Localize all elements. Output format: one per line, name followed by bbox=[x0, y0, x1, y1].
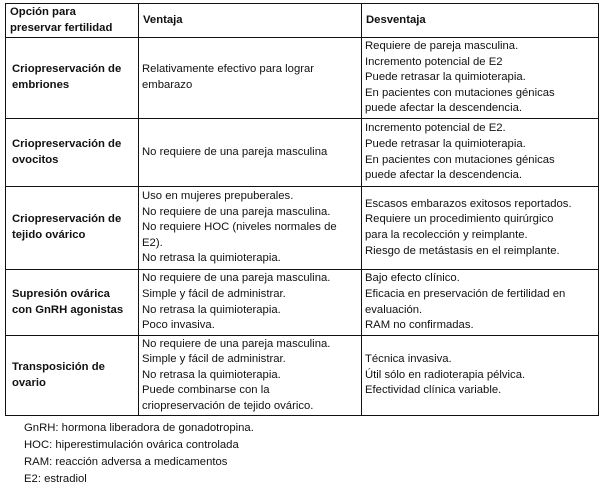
disadvantage-cell-line: Efectividad clínica variable. bbox=[365, 384, 502, 397]
advantage-cell bbox=[139, 38, 362, 119]
table-row bbox=[6, 336, 599, 416]
disadvantage-cell bbox=[362, 187, 599, 270]
disadvantage-cell-line: puede afectar la descendencia. bbox=[365, 169, 523, 182]
disadvantage-cell-line: Incremento potencial de E2 bbox=[365, 55, 503, 68]
disadvantage-cell-line: En pacientes con mutaciones génicas bbox=[365, 153, 555, 166]
option-cell bbox=[6, 336, 139, 416]
header-option-line: preservar fertilidad bbox=[10, 21, 113, 34]
advantage-cell-line: embarazo bbox=[142, 79, 193, 91]
disadvantage-cell bbox=[362, 38, 599, 119]
disadvantage-cell-line: Requiere de pareja masculina. bbox=[365, 40, 519, 53]
disadvantage-cell-line: Puede retrasar la quimioterapia. bbox=[365, 137, 526, 150]
footnotes bbox=[24, 420, 254, 488]
table-body bbox=[6, 38, 599, 416]
header-option-line: Opción para bbox=[10, 5, 76, 18]
advantage-cell-line: Uso en mujeres prepuberales. bbox=[142, 190, 294, 203]
footnote-line: GnRH: hormona liberadora de gonadotropina. bbox=[24, 422, 254, 434]
advantage-cell bbox=[139, 119, 362, 187]
disadvantage-cell-line: evaluación. bbox=[365, 303, 423, 316]
advantage-cell-line: Simple y fácil de administrar. bbox=[142, 287, 286, 300]
advantage-cell-line: Simple y fácil de administrar. bbox=[142, 353, 286, 366]
advantage-cell bbox=[139, 270, 362, 336]
option-cell bbox=[6, 38, 139, 119]
table-row bbox=[6, 187, 599, 270]
header-option bbox=[6, 4, 139, 38]
option-cell-line: Supresión ovárica bbox=[12, 287, 110, 300]
disadvantage-cell-line: Requiere un procedimiento quirúrgico bbox=[365, 213, 554, 226]
option-cell bbox=[6, 270, 139, 336]
option-cell-line: Criopreservación de bbox=[12, 137, 122, 150]
advantage-cell-line: E2). bbox=[142, 236, 163, 249]
fertility-preservation-table bbox=[5, 3, 599, 416]
table-row bbox=[6, 38, 599, 119]
footnote-line: E2: estradiol bbox=[24, 473, 87, 485]
advantage-cell-line: Poco invasiva. bbox=[142, 319, 215, 332]
disadvantage-cell-line: Técnica invasiva. bbox=[365, 353, 452, 366]
footnote-line: HOC: hiperestimulación ovárica controlada bbox=[24, 439, 239, 451]
option-cell-line: Transposición de bbox=[12, 360, 105, 373]
advantage-cell-line: No retrasa la quimioterapia. bbox=[142, 252, 281, 265]
disadvantage-cell-line: Incremento potencial de E2. bbox=[365, 122, 506, 135]
disadvantage-cell-line: Útil sólo en radioterapia pélvica. bbox=[365, 368, 526, 381]
option-cell-line: Criopreservación de bbox=[12, 213, 122, 226]
option-cell-line: ovocitos bbox=[12, 153, 59, 166]
advantage-cell-line: No retrasa la quimioterapia. bbox=[142, 368, 281, 381]
option-cell bbox=[6, 187, 139, 270]
advantage-cell-line: No retrasa la quimioterapia. bbox=[142, 303, 281, 316]
option-cell-line: con GnRH agonistas bbox=[12, 303, 124, 316]
footnote-line: RAM: reacción adversa a medicamentos bbox=[24, 456, 228, 468]
disadvantage-cell-line: Riesgo de metástasis en el reimplante. bbox=[365, 244, 560, 257]
disadvantage-cell-line: Bajo efecto clínico. bbox=[365, 272, 460, 285]
table-row bbox=[6, 119, 599, 187]
advantage-cell-line: Puede combinarse con la bbox=[142, 384, 270, 397]
advantage-cell-line: No requiere de una pareja masculina bbox=[142, 145, 328, 158]
option-cell-line: Criopreservación de bbox=[12, 63, 122, 76]
disadvantage-cell bbox=[362, 336, 599, 416]
disadvantage-cell-line: para la recolección y reimplante. bbox=[365, 229, 528, 241]
disadvantage-cell bbox=[362, 119, 599, 187]
disadvantage-cell bbox=[362, 270, 599, 336]
table-header-row bbox=[6, 4, 599, 38]
advantage-cell bbox=[139, 187, 362, 270]
advantage-cell-line: No requiere de una pareja masculina. bbox=[142, 272, 331, 285]
option-cell-line: ovario bbox=[12, 376, 46, 389]
header-advantage: Ventaja bbox=[139, 4, 362, 38]
advantage-cell bbox=[139, 336, 362, 416]
option-cell bbox=[6, 119, 139, 187]
disadvantage-cell-line: puede afectar la descendencia. bbox=[365, 102, 523, 115]
advantage-cell-line: No requiere de una pareja masculina. bbox=[142, 337, 331, 350]
advantage-cell-line: criopreservación de tejido ovárico. bbox=[142, 399, 314, 412]
option-cell-line: embriones bbox=[12, 79, 70, 91]
disadvantage-cell-line: En pacientes con mutaciones génicas bbox=[365, 86, 555, 99]
disadvantage-cell-line: Puede retrasar la quimioterapia. bbox=[365, 71, 526, 84]
advantage-cell-line: No requiere HOC (niveles normales de bbox=[142, 221, 337, 234]
disadvantage-cell-line: Eficacia en preservación de fertilidad en bbox=[365, 287, 566, 300]
disadvantage-cell-line: RAM no confirmadas. bbox=[365, 319, 474, 332]
table-row bbox=[6, 270, 599, 336]
advantage-cell-line: No requiere de una pareja masculina. bbox=[142, 205, 331, 218]
disadvantage-cell-line: Escasos embarazos exitosos reportados. bbox=[365, 197, 572, 210]
header-disadvantage: Desventaja bbox=[362, 4, 599, 38]
option-cell-line: tejido ovárico bbox=[12, 229, 86, 241]
advantage-cell-line: Relativamente efectivo para lograr bbox=[142, 63, 315, 76]
